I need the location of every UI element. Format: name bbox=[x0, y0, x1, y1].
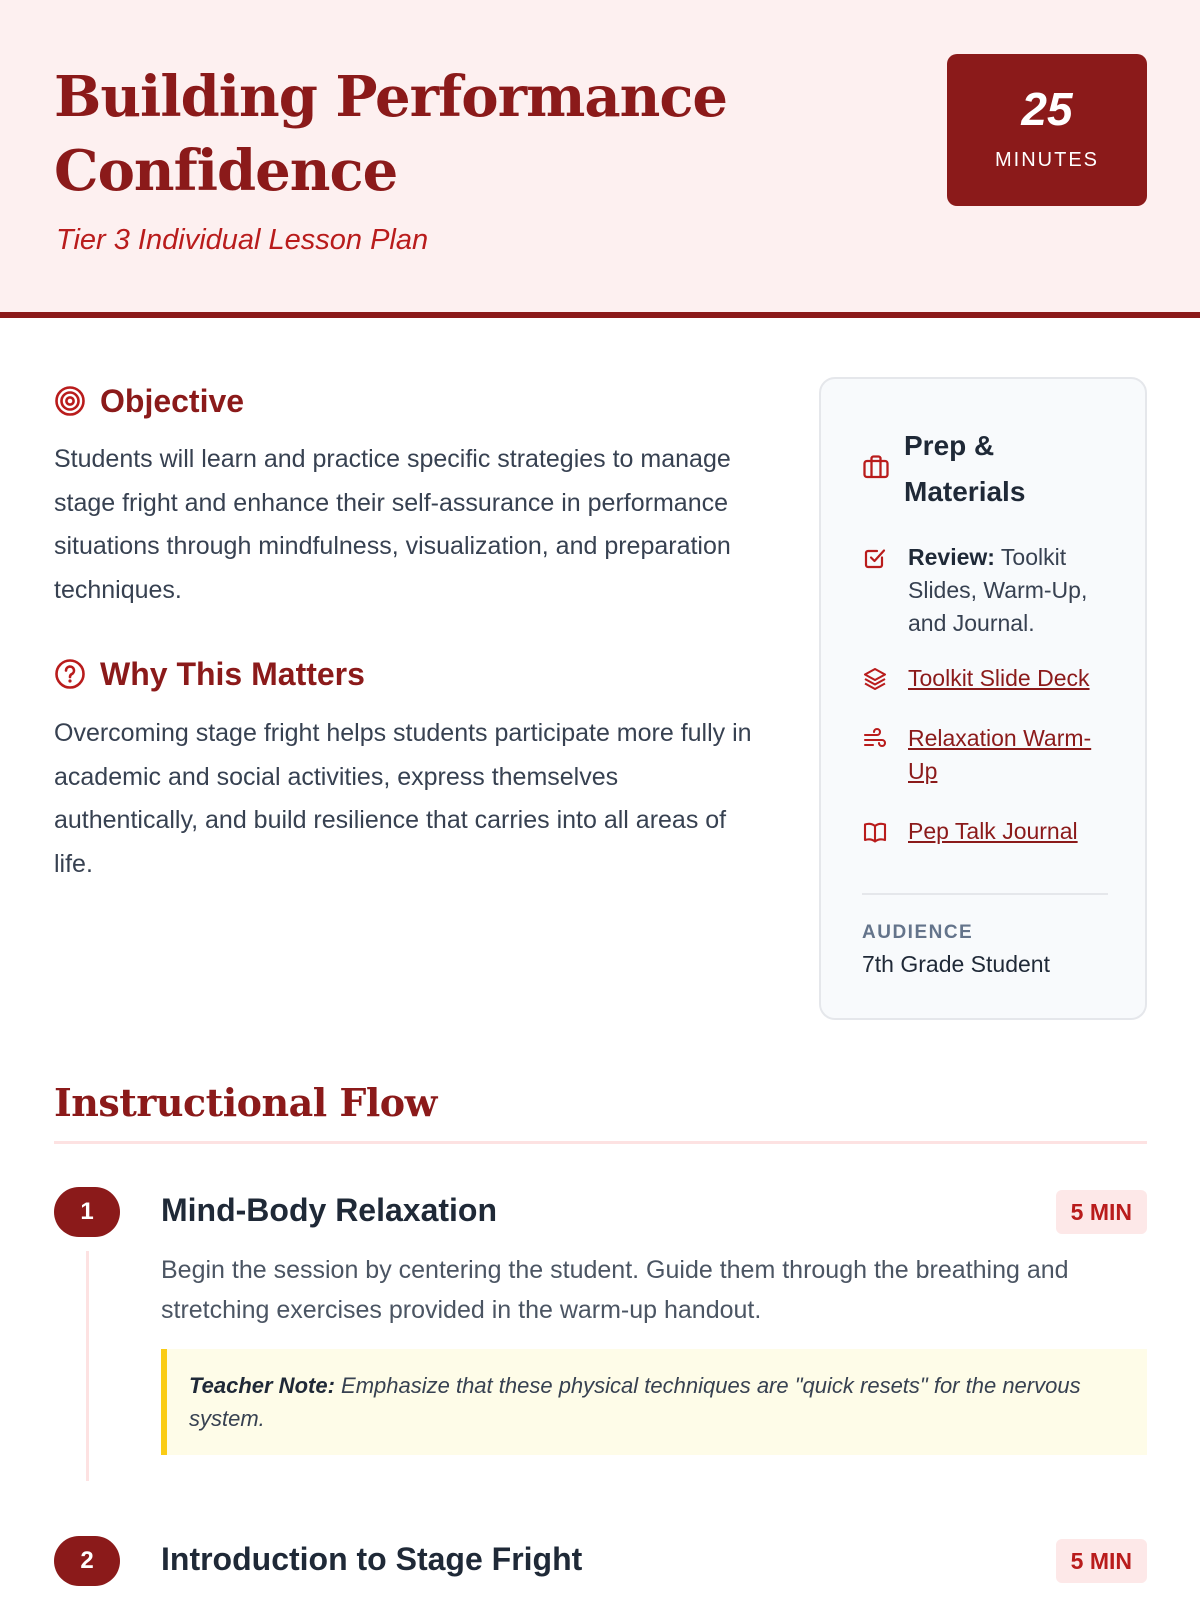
why-heading-label: Why This Matters bbox=[100, 655, 365, 692]
wind-icon bbox=[862, 726, 888, 752]
objective-heading bbox=[54, 381, 244, 421]
target-icon bbox=[54, 385, 86, 417]
pep-talk-journal-link[interactable]: Pep Talk Journal bbox=[908, 818, 1078, 844]
step-duration-badge: 5 MIN bbox=[1056, 1539, 1147, 1583]
briefcase-icon bbox=[862, 453, 890, 481]
objective-text: Students will learn and practice specific strategies to manage stage fright and enhance their self-assurance in performance situations through mindfulness, visualization, and preparation techniques. bbox=[54, 445, 731, 604]
teacher-note-text: Emphasize that these physical techniques are "quick resets" for the nervous system. bbox=[189, 1373, 1081, 1431]
why-heading bbox=[54, 654, 365, 694]
duration-value: 25 bbox=[1021, 83, 1073, 135]
step-timeline-line bbox=[86, 1251, 89, 1481]
lesson-title: Building Performance Confidence bbox=[54, 64, 728, 204]
book-icon bbox=[862, 819, 888, 845]
question-circle-icon bbox=[54, 658, 86, 690]
layers-icon bbox=[862, 666, 888, 692]
toolkit-slide-deck-link[interactable]: Toolkit Slide Deck bbox=[908, 665, 1090, 691]
audience-label: AUDIENCE bbox=[862, 922, 974, 943]
why-text: Overcoming stage fright helps students participate more fully in academic and social activities, express themselves authentically, and build resilience that carries into all areas of life. bbox=[54, 719, 752, 878]
lesson-subtitle: Tier 3 Individual Lesson Plan bbox=[56, 224, 429, 256]
prep-title: Prep & Materials bbox=[904, 430, 1026, 507]
teacher-note bbox=[161, 1349, 1147, 1455]
prep-materials-panel bbox=[819, 377, 1147, 1020]
step-title: Introduction to Stage Fright bbox=[161, 1541, 583, 1577]
check-square-icon bbox=[862, 545, 888, 571]
review-label: Review: bbox=[908, 544, 995, 570]
audience-value: 7th Grade Student bbox=[862, 951, 1050, 977]
flow-divider bbox=[54, 1141, 1147, 1144]
step-description: Begin the session by centering the student. Guide them through the breathing and stretching exercises provided in the warm-up handout. bbox=[161, 1256, 1069, 1324]
prep-review-text bbox=[908, 541, 1118, 640]
objective-heading-label: Objective bbox=[100, 382, 245, 419]
step-duration-badge: 5 MIN bbox=[1056, 1190, 1147, 1234]
instructional-flow-title: Instructional Flow bbox=[54, 1080, 437, 1125]
relaxation-warm-up-link[interactable]: Relaxation Warm-Up bbox=[908, 725, 1092, 784]
lesson-header bbox=[0, 0, 1200, 318]
review-text: Toolkit Slides, Warm-Up, and Journal. bbox=[908, 544, 1088, 636]
duration-badge bbox=[947, 54, 1147, 206]
step-number: 1 bbox=[54, 1187, 120, 1237]
step-number: 2 bbox=[54, 1536, 120, 1586]
prep-divider bbox=[862, 893, 1108, 895]
step-title: Mind-Body Relaxation bbox=[161, 1192, 498, 1228]
duration-unit: MINUTES bbox=[995, 149, 1099, 171]
teacher-note-label: Teacher Note: bbox=[189, 1373, 335, 1398]
prep-header bbox=[862, 423, 1112, 519]
